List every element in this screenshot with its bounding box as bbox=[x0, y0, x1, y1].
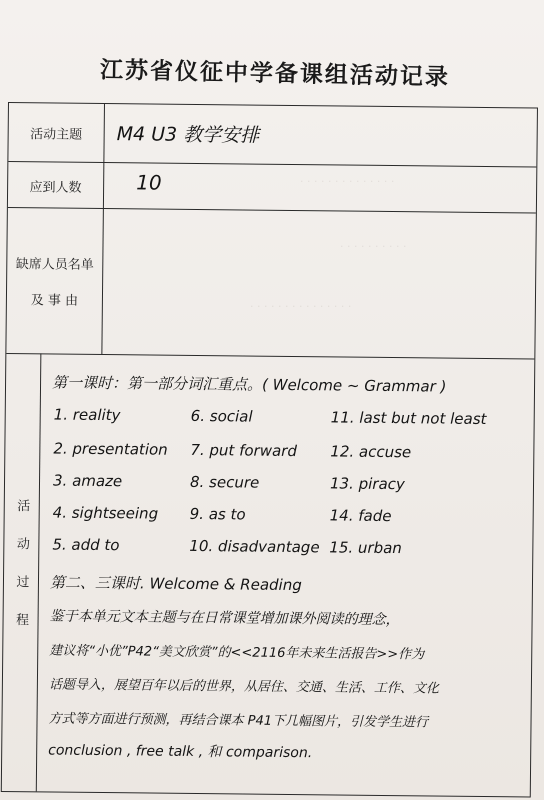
attendance-label: 应到人数 bbox=[29, 180, 82, 196]
row-divider bbox=[8, 161, 536, 168]
record-table bbox=[1, 102, 538, 798]
process-label-char: 过 bbox=[16, 575, 30, 591]
vocab-item: 9. as to bbox=[189, 504, 246, 524]
vocab-item: 11. last but not least bbox=[330, 408, 487, 429]
topic-label: 活动主题 bbox=[30, 127, 83, 143]
process-label-char: 动 bbox=[16, 537, 30, 553]
lesson2-heading: 第二、三课时. Welcome & Reading bbox=[49, 573, 302, 595]
vocab-item: 2. presentation bbox=[53, 439, 168, 459]
lesson2-line: 方式等方面进行预测，再结合课本 P41下几幅图片，引发学生进行 bbox=[48, 711, 429, 731]
vocab-item: 6. social bbox=[190, 406, 253, 426]
process-label-char: 程 bbox=[15, 613, 30, 629]
absent-reason-label: 及 事 由 bbox=[30, 293, 79, 309]
column-divider bbox=[36, 353, 42, 791]
attendance-value: 10 bbox=[136, 170, 162, 195]
vocab-item: 14. fade bbox=[329, 506, 392, 526]
lesson2-line: conclusion , free talk , 和 comparison. bbox=[48, 742, 313, 762]
vocab-item: 10. disadvantage bbox=[189, 536, 320, 557]
vocab-item: 4. sightseeing bbox=[52, 503, 159, 523]
vocab-item: 12. accuse bbox=[330, 442, 412, 462]
vocab-item: 3. amaze bbox=[52, 471, 123, 491]
bleed-through-text: · · · · · · · · · · bbox=[340, 240, 407, 253]
lesson2-line: 话题导入，展望百年以后的世界，从居住、交通、生活、工作、文化 bbox=[48, 677, 439, 697]
absent-label: 缺席人员名单 bbox=[15, 257, 94, 273]
vocab-item: 7. put forward bbox=[190, 440, 297, 461]
row-divider bbox=[6, 353, 534, 360]
row-divider bbox=[8, 207, 536, 214]
lesson1-heading: 第一课时：第一部分词汇重点。( Welcome ~ Grammar ) bbox=[51, 373, 447, 396]
bleed-through-text: · · · · · · · · · · · · · · · bbox=[250, 300, 352, 313]
page-title: 江苏省仪征中学备课组活动记录 bbox=[99, 56, 451, 91]
vocab-item: 15. urban bbox=[329, 538, 402, 558]
vocab-item: 1. reality bbox=[53, 405, 121, 425]
process-label-char: 活 bbox=[17, 499, 31, 515]
bleed-through-text: · · · · · · · · · · · · · · bbox=[300, 175, 395, 188]
lesson2-line: 建议将“小优”P42“美文欣赏”的<<2116年未来生活报告>>作为 bbox=[49, 643, 425, 663]
lesson2-line: 鉴于本单元文本主题与在日常课堂增加课外阅读的理念， bbox=[49, 608, 400, 629]
topic-value: M4 U3 教学安排 bbox=[116, 123, 260, 147]
vocab-item: 8. secure bbox=[189, 472, 260, 492]
vocab-item: 13. piracy bbox=[329, 474, 405, 494]
vocab-item: 5. add to bbox=[52, 535, 120, 555]
